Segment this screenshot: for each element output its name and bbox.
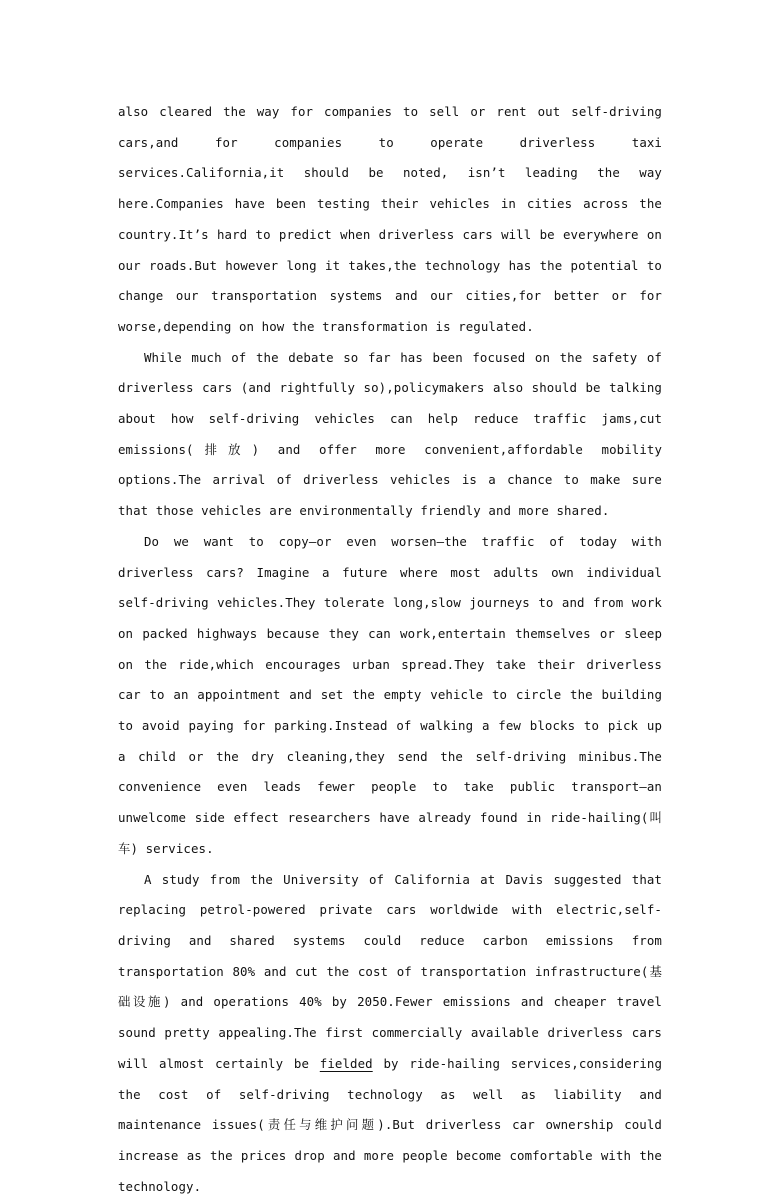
paragraph-4-text-after: by ride-hailing services,considering the cost of self-driving technology as well as liability and maintenance issues(责任与维护问题).But driverless car ownership could increase as the prices drop and more people become comfortable with the technology. [118, 1055, 662, 1194]
paragraph-1: also cleared the way for companies to sell or rent out self-driving cars,and for companies to operate driverless taxi services.California,it should be noted, isn’t leading the way here.Companies have been testing their vehicles in cities across the country.It’s hard to predict when driverless cars will be everywhere on our roads.But however long it takes,the technology has the potential to change our transportation systems and our cities,for better or for worse,depending on how the transformation is regulated. [118, 104, 662, 334]
paragraph-2: While much of the debate so far has been focused on the safety of driverless cars (and rightfully so),policymakers also should be talking about how self-driving vehicles can help reduce traffic jams,cut emissions(排放) and offer more convenient,affordable mobility options.The arrival of driverless vehicles is a chance to make sure that those vehicles are environmentally friendly and more shared. [118, 349, 662, 519]
paragraph-3: Do we want to copy—or even worsen—the traffic of today with driverless cars? Imagine a future where most adults own individual self-driving vehicles.They tolerate long,slow journeys to and from work on packed highways because they can work,entertain themselves or sleep on the ride,which encourages urban spread.They take their driverless car to an appointment and set the empty vehicle to circle the building to avoid paying for parking.Instead of walking a few blocks to pick up a child or the dry cleaning,they send the self-driving minibus.The convenience even leads fewer people to take public transport—an unwelcome side effect researchers have already found in ride-hailing(叫车) services. [118, 533, 662, 856]
document-text [118, 97, 662, 1202]
paragraph-4 [118, 865, 662, 1202]
underlined-word: fielded [319, 1055, 373, 1071]
paragraph-4-text-before: A study from the University of California at Davis suggested that replacing petrol-powered private cars worldwide with electric,self-driving and shared systems could reduce carbon emissions from transportation 80% and cut the cost of transportation infrastructure(基础设施) and operations 40% by 2050.Fewer emissions and cheaper travel sound pretty appealing.The first commercially available driverless cars will almost certainly be [118, 871, 662, 1071]
